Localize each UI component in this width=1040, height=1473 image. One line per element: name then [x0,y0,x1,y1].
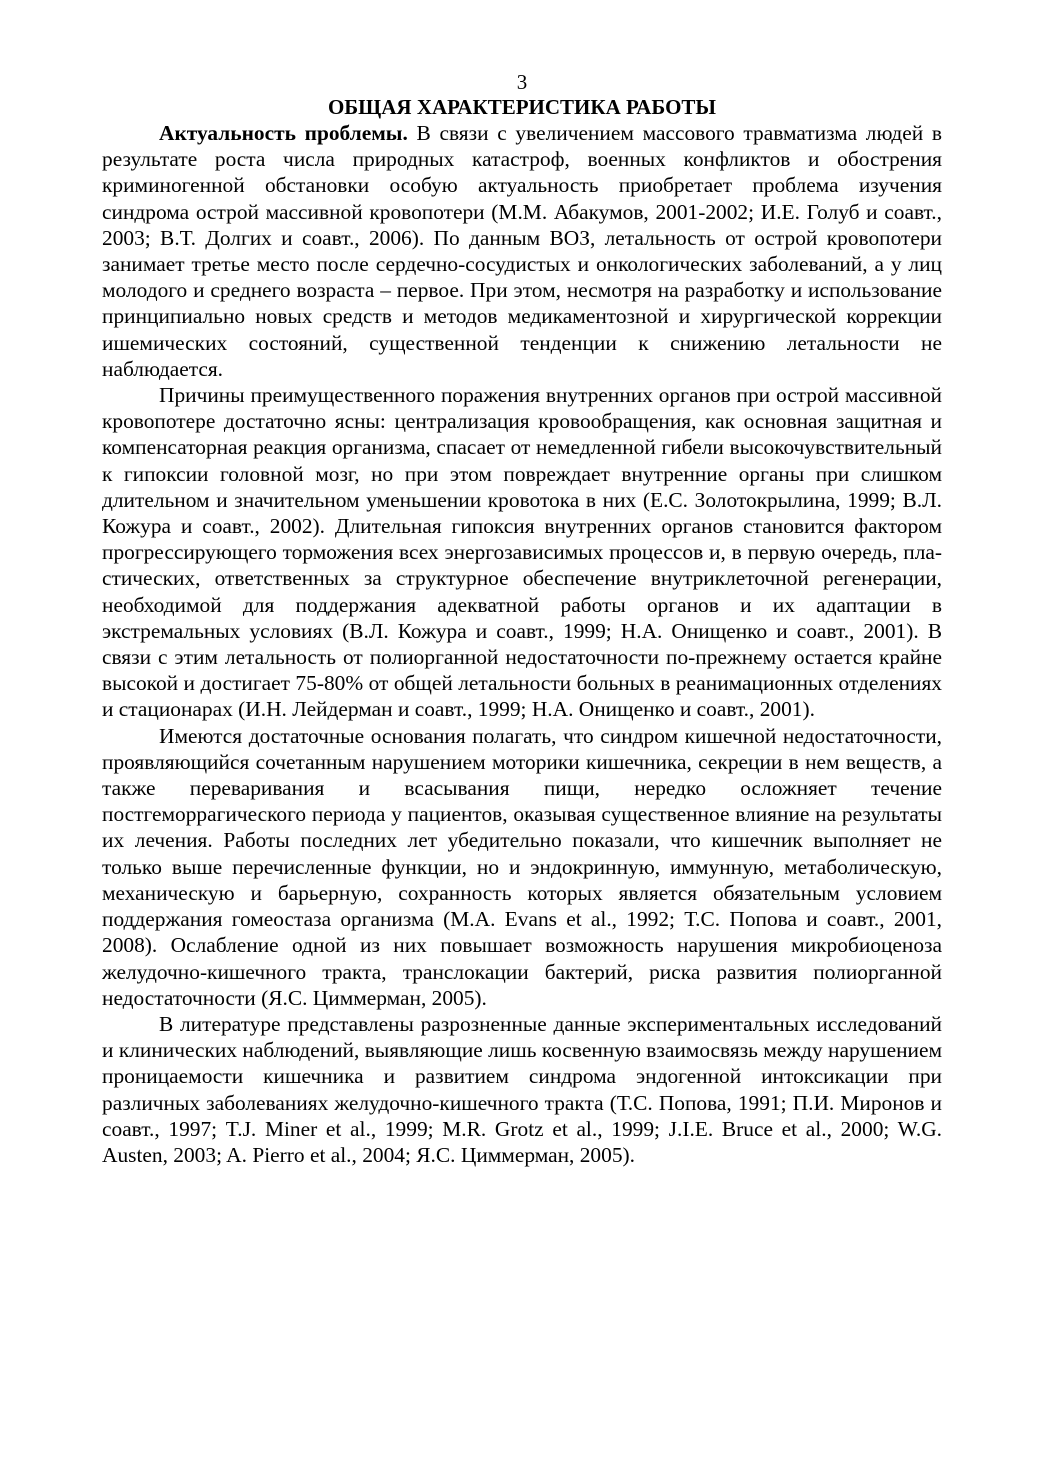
paragraph-text: В связи с увеличением массового травматизма людей в результате роста числа природных катастроф, военных конфликтов и обострения криминогенной обстановки особую актуальность приобретает проблема изучения синдрома острой массивной кровопотери (М.М. Абакумов, 2001-2002; И.Е. Голуб и соавт., 2003; В.Т. Долгих и соавт., 2006). По данным ВОЗ, летальность от острой кровопотери занимает третье место после сердечно-сосудистых и онкологических заболеваний, а у лиц молодого и среднего возраста – первое. При этом, несмотря на разработку и использование принципиально новых средств и методов медикаментозной и хирургической коррекции ишемических состояний, существенной тенденции к снижению летальности не наблюдается. [102,121,942,381]
paragraph: В литературе представлены разрозненные данные экспериментальных исследований и клинических наблюдений, выявляющие лишь косвенную взаимосвязь между нарушением проницаемости кишечника и развитием синдрома эндогенной интоксикации при различных заболеваниях желудочно-кишечного тракта (Т.С. Попова, 1991; П.И. Миронов и соавт., 1997; T.J. Miner et al., 1999; M.R. Grotz et al., 1999; J.I.E. Bruce et al., 2000; W.G. Austen, 2003; A. Pierro et al., 2004; Я.С. Циммерман, 2005). [102,1011,942,1167]
paragraph-lead: Актуальность проблемы. [159,121,408,145]
paragraph: Имеются достаточные основания полагать, что синдром кишечной недостаточности, проявляющийся сочетанным нарушением моторики кишечника, секреции в нем веществ, а также переваривания и всасывания пищи, нередко осложняет течение постгеморрагического периода у пациентов, оказывая существенное влияние на результаты их лечения. Работы последних лет убедительно показали, что кишечник выполняет не только выше перечисленные функции, но и эндокринную, иммунную, метаболическую, механическую и барьерную, сохранность которых является обязательным условием поддержания гомеостаза организма (M.A. Evans et al., 1992; Т.С. Попова и соавт., 2001, 2008). Ослабление одной из них повышает возможность нарушения микробиоценоза желудочно-кишечного тракта, транслокации бактерий, риска развития полиорганной недостаточности (Я.С. Циммерман, 2005). [102,723,942,1010]
paragraph: Причины преимущественного поражения внутренних органов при острой массивной кровопотере достаточно ясны: централизация кровообращения, как основная защитная и компенсаторная реакция организма, спасает от немедленной гибели высокочувствительный к гипоксии головной мозг, но при этом повреждает внутренние органы при слишком длительном и значительном уменьшении кровотока в них (Е.С. Золотокрылина, 1999; В.Л. Кожура и соавт., 2002). Длительная гипоксия внутренних органов становится фактором прогрессирующего торможения всех энергозависимых процессов и, в первую очередь, пластических, ответственных за структурное обеспечение внутриклеточной регенерации, необходимой для поддержания адекватной работы органов и их адаптации в экстремальных условиях (В.Л. Кожура и соавт., 1999; Н.А. Онищенко и соавт., 2001). В связи с этим летальность от полиорганной недостаточности по-прежнему остается крайне высокой и достигает 75-80% от общей летальности больных в реанимационных отделениях и стационарах (И.Н. Лейдерман и соавт., 1999; Н.А. Онищенко и соавт., 2001). [102,383,942,722]
paragraph-relevance [102,120,942,382]
page-number: 3 [516,70,528,94]
section-heading: ОБЩАЯ ХАРАКТЕРИСТИКА РАБОТЫ [327,95,717,119]
document-page [102,70,942,1168]
